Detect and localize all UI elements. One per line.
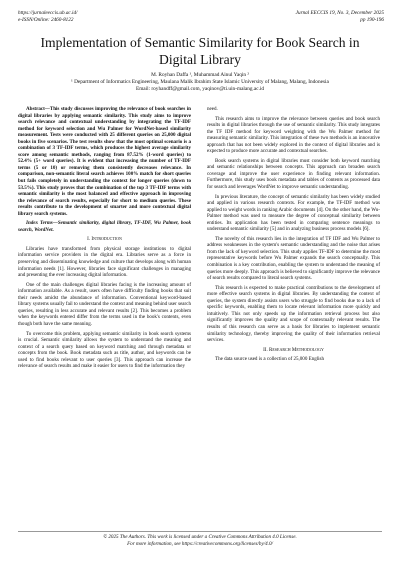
paper-title: Implementation of Semantic Similarity for Book Search in Digital Library [40, 35, 360, 67]
section-heading-methodology: II. Research Methodology [263, 346, 324, 353]
license-info[interactable]: For more information, see https://creativecommons.org/licenses/by/4.0/ [127, 541, 273, 547]
paragraph: In previous literature, the concept of semantic similarity has been widely studied and applied in various research contexts. For example, the TF-IDF method was applied to weight words in ranking Arabic documents [4]. On the other hand, the Wu-Palmer method was used to measure the degree of conceptual similarity between entities. Its application has been tested in comparing sentence meanings to understand semantic similarity [5] and in analyzing business process models [6]. [207, 193, 380, 233]
section-heading-introduction: I. Introduction [87, 236, 122, 243]
journal-name: Jurnal EECCIS 19, No. 3, December 2025 [295, 10, 384, 16]
license-text[interactable]: © 2025 The Authors. This work is licensed under a Creative Commons Attribution 4.0 License. [103, 534, 297, 540]
page-range: pp 190-196 [360, 16, 384, 23]
author-email[interactable]: Email: royhandff@gmail.com, yaqinov@ti.uin-malang.ac.id [135, 85, 265, 92]
paragraph: This research is expected to make practical contributions to the development of more effective search systems in digital libraries. By understanding the context of queries, the system directly assists users who struggle to find books due to a lack of specific keywords, enabling them to locate relevant information more quickly and intuitively. This not only speeds up the information retrieval process but also significantly improves the quality and scope of contextually relevant results. The results of this research can serve as a basis for libraries to implement semantic similarity technology, thereby improving the quality of their information retrieval services. [207, 284, 380, 344]
license-footer [20, 534, 380, 548]
paragraph: The novelty of this research lies in the integration of TF IDF and Wu Palmer to address weaknesses in the system's semantic understanding and the noise that arises from the lack of keyword selection. This study applies TF-IDF to determine the most representative keywords before Wu Palmer expands the search conceptually. This combination is a key contribution, enabling the system to understand the meaning of queries more deeply. This approach is believed to significantly improve the relevance of search results compared to literal search systems. [207, 235, 380, 282]
right-column [207, 106, 380, 366]
paragraph: need. [207, 106, 218, 112]
header-left [18, 10, 78, 23]
paragraph: Book search systems in digital libraries must consider both keyword matching and semantic relationships between concepts. This approach can broaden search coverage and improve the user experience in finding relevant information. Furthermore, this study uses book metadata and tables of contents as processed data for search and leverages WordNet to improve semantic understanding. [207, 157, 380, 191]
header-right [296, 10, 384, 23]
journal-issn: e-ISSN/Online: 2460-8122 [18, 16, 74, 23]
index-terms: Index Terms—Semantic similarity, digital library, TF-IDF, Wu Palmer, book search, WordNet. [18, 220, 191, 233]
paragraph: The data source used is a collection of 25,000 English [215, 356, 325, 363]
paragraph: To overcome this problem, applying semantic similarity in book search systems is crucial. Semantic similarity allows the system to understand the meaning and context of a search query based on keyword matching and through metadata or concepts from the book. Book metadata such as title, author, and keywords can be used to find books relevant to user queries [3]. This approach can increase the relevance of search results and make it easier for users to find the information they [18, 330, 191, 370]
paragraph: Libraries have transformed from physical storage institutions to digital information service providers in the digital era. Libraries serve as a force in preserving and disseminating knowledge and culture that develops along with human information needs [1]. However, libraries face significant challenges in managing and presenting the ever increasing digital information. [18, 245, 191, 279]
paragraph: This research aims to improve the relevance between queries and book search results in digital libraries through the use of semantic similarity. This study integrates the TF IDF method for keyword weighting with the Wu Palmer method for measuring semantic similarity. This integration of these two methods is an innovative approach that has not been widely explored in the context of digital libraries and is expected to produce more accurate and contextual searches. [207, 115, 380, 155]
paragraph: One of the main challenges digital libraries facing is the increasing amount of information available. As a result, users often have difficulty finding books that suit their needs amidst the abundance of information. Conventional keyword-based library systems usually fail to understand the context and meaning behind user search queries, resulting in less accurate and relevant results [2]. This becomes a problem when the keywords entered differ from the terms used in the book's contents, even though both have the same meaning. [18, 281, 191, 327]
author-names: M. Royhan Daffa ¹, Muhammad Ainul Yaqin ² [151, 72, 249, 78]
footer-divider [18, 531, 382, 532]
journal-url[interactable]: https://jurnaleeccis.ub.ac.id/ [18, 10, 78, 16]
abstract: Abstract—This study discusses improving the relevance of book searches in digital libraries by applying semantic similarity. This study aims to improve search relevance and contextual understanding by integrating the TF-IDF method for keyword selection and Wu Palmer for WordNet-based similarity measurement. Tests were conducted with 25 different queries on 25,000 digital books in five scenarios. The test results show that the most optimal scenario is a combination of 3 TF-IDF terms, which produces the highest average similarity score among semantic methods, ranging from 87.52% (1-word queries) to 52.4% (5+ word queries). It is evident that increasing the number of TF-IDF terms (5 or 10) or removing them consistently decreases relevance. In comparison, non-semantic literal search achieves 100% match for short queries but fails completely in understanding the context for longer queries (down to 53.5%). This study proves that the combination of the top 3 TF-IDF terms with semantic similarity is the most balanced and effective approach in improving the relevance of search results, especially for short to medium queries. These results contribute to the development of smarter and more contextual digital library search systems. [18, 106, 191, 217]
author-affiliation: ¹ Department of Informatics Engineering, Maulana Malik Ibrahim State Islamic University of Malang, Malang, Indonesia [71, 78, 329, 85]
left-column [18, 106, 191, 373]
author-block [20, 72, 380, 92]
